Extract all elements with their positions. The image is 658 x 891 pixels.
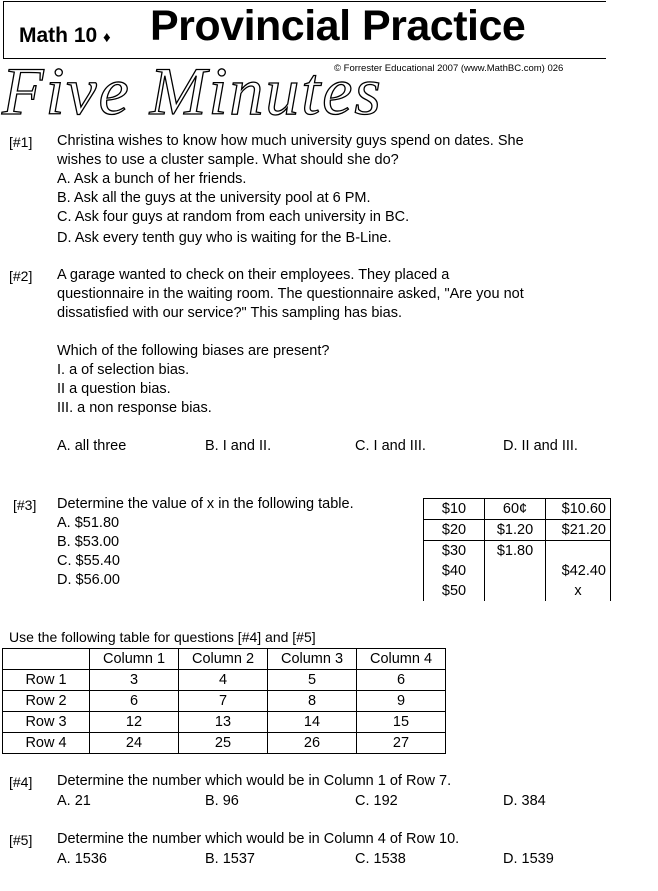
answer-option: C. I and III. (355, 438, 426, 454)
bias-item: II a question bias. (57, 381, 171, 397)
answer-option: C. $55.40 (57, 553, 120, 569)
table-cell: 8 (268, 691, 357, 712)
table-cell: 5 (268, 670, 357, 691)
question-number: [#2] (9, 268, 33, 284)
table-cell: $40 (424, 561, 485, 581)
question-text: Determine the number which would be in Column 1 of Row 7. (57, 773, 452, 789)
answer-option: C. 1538 (355, 851, 406, 867)
table-cell: 12 (90, 712, 179, 733)
answer-option: A. $51.80 (57, 515, 120, 531)
table-cell: 27 (357, 733, 446, 754)
table-cell: 9 (357, 691, 446, 712)
table-cell: $1.20 (485, 520, 546, 541)
table-cell: Row 2 (3, 691, 90, 712)
table-cell: 25 (179, 733, 268, 754)
answer-option: C. Ask four guys at random from each university in BC. (57, 209, 410, 225)
table-row (424, 499, 611, 520)
table-cell: $21.20 (546, 520, 611, 541)
page-title: Provincial Practice (150, 2, 526, 50)
question-number: [#5] (9, 832, 33, 848)
table-cell: 15 (357, 712, 446, 733)
table-row (3, 712, 446, 733)
table-cell: $10 (424, 499, 485, 520)
table-cell: x (546, 581, 611, 601)
table-cell (485, 581, 546, 601)
table-cell: 14 (268, 712, 357, 733)
table-cell: Row 4 (3, 733, 90, 754)
table-header-cell: Column 4 (357, 649, 446, 670)
question-prompt: Which of the following biases are present? (57, 343, 330, 359)
course-label (19, 24, 111, 48)
question-number: [#3] (13, 497, 37, 513)
bias-item: III. a non response bias. (57, 400, 212, 416)
table-header-cell: Column 2 (179, 649, 268, 670)
five-minutes-banner: Five Minutes (2, 53, 383, 129)
answer-option: B. I and II. (205, 438, 272, 454)
answer-option: A. all three (57, 438, 127, 454)
table-intro: Use the following table for questions [#4] and [#5] (9, 629, 316, 645)
question-text: Determine the number which would be in Column 4 of Row 10. (57, 831, 460, 847)
table-cell: 6 (90, 691, 179, 712)
answer-option: A. 1536 (57, 851, 107, 867)
table-cell: Row 1 (3, 670, 90, 691)
table-row (3, 691, 446, 712)
table-cell: 4 (179, 670, 268, 691)
table-cell: $1.80 (485, 541, 546, 562)
question-text: A garage wanted to check on their employees. They placed a (57, 267, 450, 283)
table-cell: 6 (357, 670, 446, 691)
price-table (423, 498, 611, 601)
answer-option: A. Ask a bunch of her friends. (57, 171, 247, 187)
diamond-bullet-icon: ♦ (103, 29, 111, 46)
table-header-cell: Column 3 (268, 649, 357, 670)
answer-option: B. Ask all the guys at the university pool at 6 PM. (57, 190, 371, 206)
bias-item: I. a of selection bias. (57, 362, 190, 378)
question-number: [#4] (9, 774, 33, 790)
table-cell: 3 (90, 670, 179, 691)
question-text: wishes to use a cluster sample. What should she do? (57, 152, 399, 168)
table-header-row (3, 649, 446, 670)
table-row (424, 520, 611, 541)
table-cell: $10.60 (546, 499, 611, 520)
table-cell: $50 (424, 581, 485, 601)
answer-option: C. 192 (355, 793, 398, 809)
table-cell: 24 (90, 733, 179, 754)
answer-option: D. II and III. (503, 438, 578, 454)
question-text: questionnaire in the waiting room. The questionnaire asked, "Are you not (57, 286, 524, 302)
answer-option: B. 1537 (205, 851, 255, 867)
row-column-table (2, 648, 446, 754)
table-row (3, 733, 446, 754)
table-cell: Row 3 (3, 712, 90, 733)
table-row (424, 561, 611, 581)
question-text: Determine the value of x in the following table. (57, 496, 354, 512)
answer-option: B. $53.00 (57, 534, 120, 550)
answer-option: D. 384 (503, 793, 546, 809)
table-cell: 60¢ (485, 499, 546, 520)
table-header-cell (3, 649, 90, 670)
course-name: Math 10 (19, 24, 98, 47)
answer-option: D. 1539 (503, 851, 554, 867)
answer-option: D. Ask every tenth guy who is waiting for the B-Line. (57, 230, 392, 246)
table-cell (546, 541, 611, 562)
table-cell: 7 (179, 691, 268, 712)
table-cell: $42.40 (546, 561, 611, 581)
question-text: dissatisfied with our service?" This sampling has bias. (57, 305, 402, 321)
table-cell (485, 561, 546, 581)
table-cell: 13 (179, 712, 268, 733)
answer-option: A. 21 (57, 793, 91, 809)
table-cell: $30 (424, 541, 485, 562)
table-row (3, 670, 446, 691)
table-row (424, 541, 611, 562)
question-text: Christina wishes to know how much university guys spend on dates. She (57, 133, 524, 149)
copyright-line: © Forrester Educational 2007 (www.MathBC.com) 026 (334, 63, 564, 74)
table-cell: $20 (424, 520, 485, 541)
table-cell: 26 (268, 733, 357, 754)
table-row (424, 581, 611, 601)
question-number: [#1] (9, 134, 33, 150)
answer-option: B. 96 (205, 793, 239, 809)
table-header-cell: Column 1 (90, 649, 179, 670)
answer-option: D. $56.00 (57, 572, 120, 588)
